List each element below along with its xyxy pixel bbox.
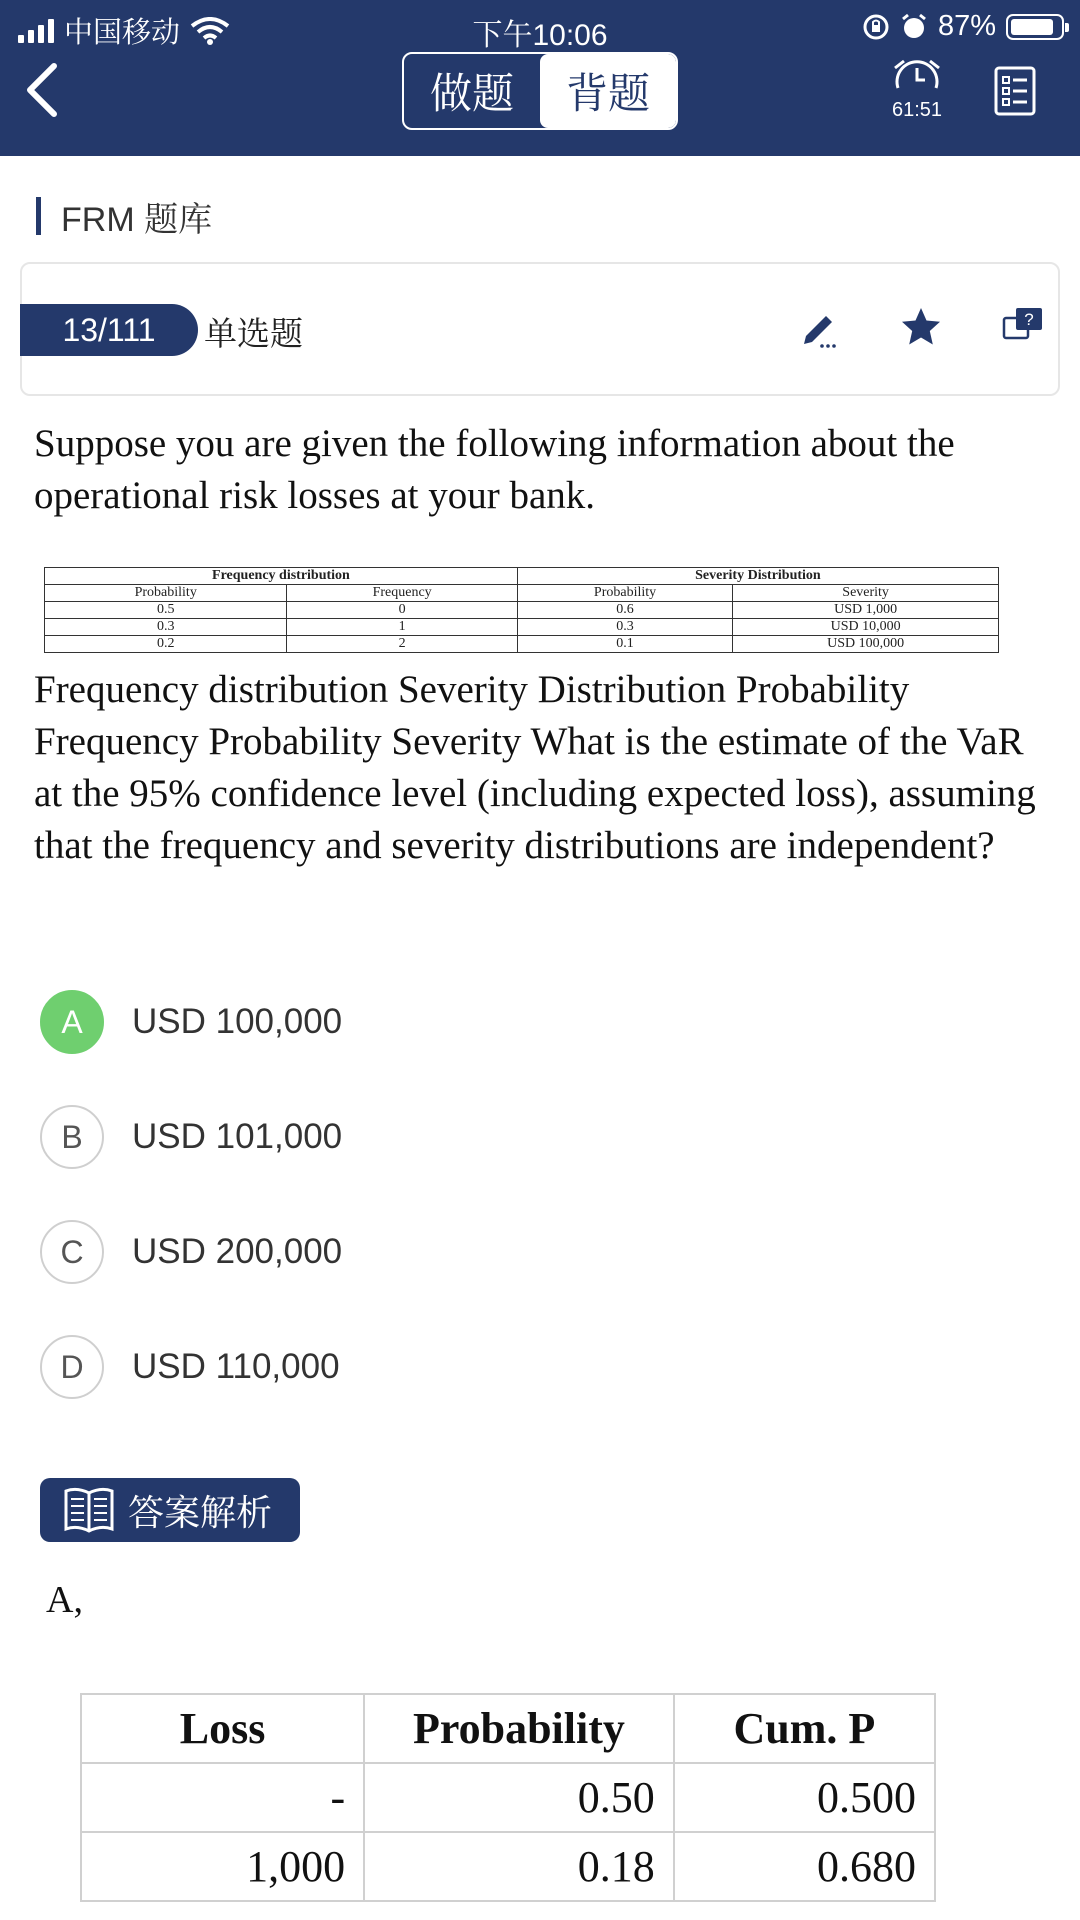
- table-cell: 0.3: [45, 619, 287, 636]
- table-row: [81, 1763, 935, 1832]
- back-arrow-icon[interactable]: [20, 60, 70, 120]
- clock: 下午10:06: [472, 19, 608, 52]
- table-row: [45, 619, 999, 636]
- question-type: 单选题: [204, 315, 303, 352]
- top-bar: [0, 0, 1080, 156]
- question-number: 13/111: [20, 304, 198, 356]
- feedback-icon[interactable]: [1000, 304, 1046, 350]
- table-cell: 0.2: [45, 636, 287, 653]
- question-text-continued: Frequency distribution Severity Distribution Probability Frequency Probability Severity What is the estimate of the VaR at the 95% confidence level (including expected loss), assuming that the frequency and severity distributions are independent?: [34, 668, 1036, 867]
- table-cell: 0.50: [364, 1763, 674, 1832]
- tab-memorize[interactable]: 背题: [540, 54, 676, 128]
- status-bar: [0, 0, 1080, 52]
- table-cell: 0.18: [364, 1832, 674, 1901]
- question-card: [20, 262, 1060, 396]
- table-cell: 0.500: [674, 1763, 935, 1832]
- tab-practice[interactable]: 做题: [429, 70, 514, 117]
- carrier: 中国移动: [64, 17, 181, 49]
- table-cell: USD 100,000: [733, 636, 999, 653]
- table-cell: 0.3: [517, 619, 732, 636]
- analysis-header: [40, 1478, 300, 1542]
- table-row: [45, 636, 999, 653]
- section-title-text: FRM 题库: [61, 200, 213, 239]
- column-header: Severity: [733, 585, 999, 602]
- option-c[interactable]: [40, 1220, 342, 1284]
- timer[interactable]: [884, 58, 950, 122]
- svg-text:?: ?: [1024, 310, 1034, 329]
- rotation-lock-icon: [862, 13, 890, 41]
- table-cell: 0.5: [45, 602, 287, 619]
- option-letter: A: [40, 990, 104, 1054]
- option-letter: C: [40, 1220, 104, 1284]
- option-a[interactable]: [40, 990, 342, 1054]
- group-header: Severity Distribution: [517, 568, 998, 585]
- timer-value: 61:51: [891, 99, 943, 121]
- answer-text: A,: [46, 1579, 83, 1621]
- battery-icon: [1006, 14, 1064, 40]
- table-cell: USD 10,000: [733, 619, 999, 636]
- table-cell: USD 1,000: [733, 602, 999, 619]
- question-list-icon[interactable]: [994, 66, 1036, 116]
- column-header: Probability: [364, 1694, 674, 1763]
- option-text: USD 110,000: [132, 1347, 340, 1386]
- option-text: USD 100,000: [132, 1002, 343, 1041]
- table-cell: 1: [287, 619, 517, 636]
- option-letter: B: [40, 1105, 104, 1169]
- section-title: [36, 196, 213, 239]
- table-cell: 0.680: [674, 1832, 935, 1901]
- book-icon: [62, 1485, 116, 1535]
- table-cell: -: [81, 1763, 364, 1832]
- column-header: Probability: [45, 585, 287, 602]
- column-header: Loss: [81, 1694, 364, 1763]
- battery-percent: 87%: [937, 10, 996, 42]
- section-accent: [36, 197, 41, 235]
- table-row: [45, 602, 999, 619]
- analysis-label: 答案解析: [128, 1491, 273, 1533]
- option-text: USD 200,000: [132, 1232, 343, 1271]
- option-letter: D: [40, 1335, 104, 1399]
- alarm-icon: [900, 13, 928, 41]
- table-cell: 2: [287, 636, 517, 653]
- table-row: [81, 1832, 935, 1901]
- table-cell: 0: [287, 602, 517, 619]
- table-cell: 0.6: [517, 602, 732, 619]
- alarm-clock-icon: [890, 58, 944, 96]
- group-header: Frequency distribution: [45, 568, 518, 585]
- table-cell: 0.1: [517, 636, 732, 653]
- option-b[interactable]: [40, 1105, 342, 1169]
- favorite-star-icon[interactable]: [898, 304, 944, 350]
- analysis-table: [80, 1693, 936, 1902]
- column-header: Frequency: [287, 585, 517, 602]
- table-cell: 1,000: [81, 1832, 364, 1901]
- question-table: [44, 567, 999, 653]
- option-d[interactable]: [40, 1335, 340, 1399]
- column-header: Cum. P: [674, 1694, 935, 1763]
- question-text: Suppose you are given the following information about the operational risk losses at your bank.: [34, 422, 955, 517]
- column-header: Probability: [517, 585, 732, 602]
- mode-switch: [402, 52, 678, 130]
- note-icon[interactable]: [796, 304, 842, 350]
- option-text: USD 101,000: [132, 1117, 343, 1156]
